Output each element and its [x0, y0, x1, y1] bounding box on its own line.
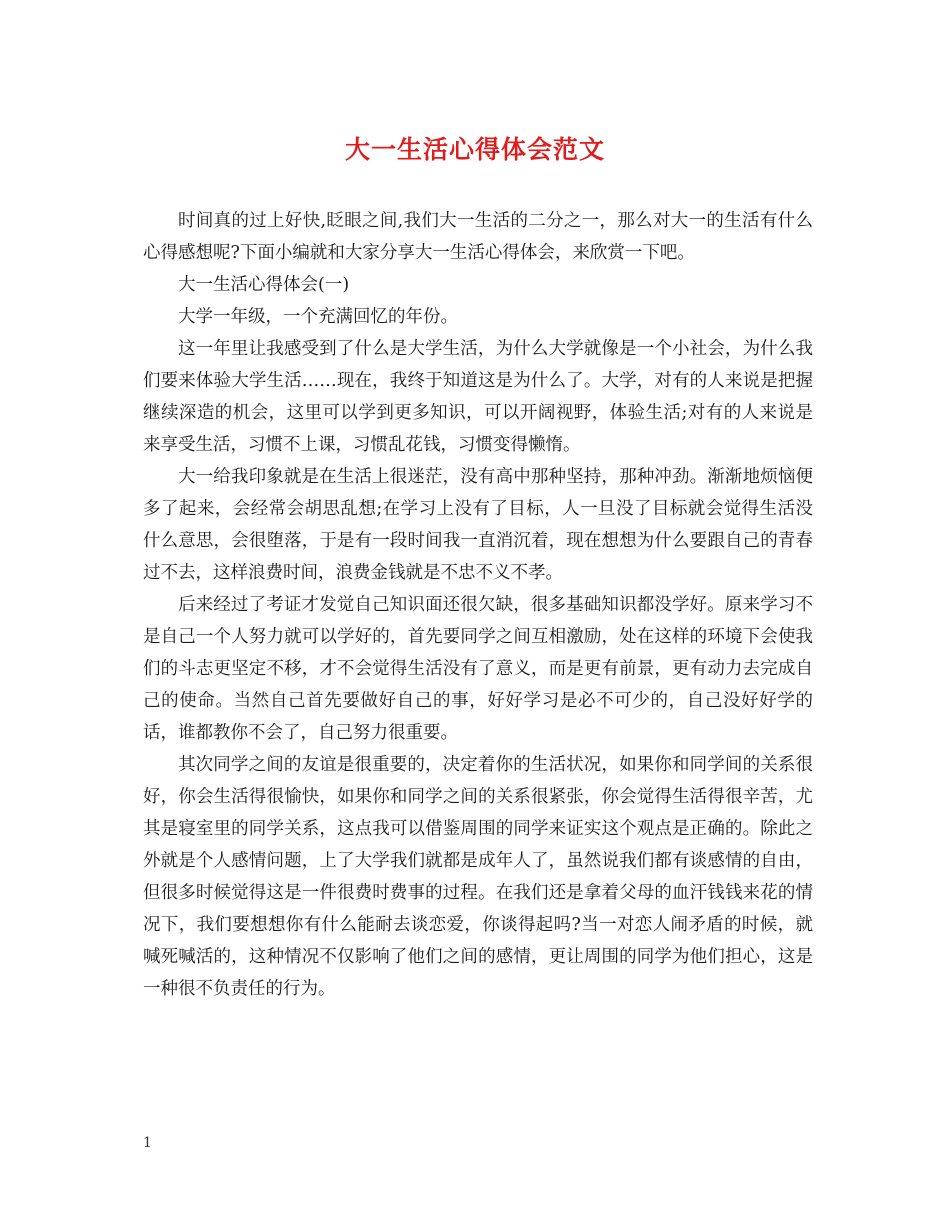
paragraph: 其次同学之间的友谊是很重要的，决定着你的生活状况，如果你和同学间的关系很好，你会生活得很愉快，如果你和同学之间的关系很紧张，你会觉得生活得很辛苦，尤其是寝室里的同学关系，这点我可以借鉴周围的同学来证实这个观点是正确的。除此之外就是个人感情问题，上了大学我们就都是成年人了，虽然说我们都有谈感情的自由，但很多时候觉得这是一件很费时费事的过程。在我们还是拿着父母的血汗钱钱来花的情况下，我们要想想你有什么能耐去谈恋爱，你谈得起吗?当一对恋人闹矛盾的时候，就喊死喊活的，这种情况不仅影响了他们之间的感情，更让周围的同学为他们担心，这是一种很不负责任的行为。 [143, 755, 813, 999]
paragraph: 大学一年级，一个充满回忆的年份。 [178, 307, 458, 327]
paragraph-intro: 时间真的过上好快,眨眼之间,我们大一生活的二分之一，那么对大一的生活有什么心得感想呢?下面小编就和大家分享大一生活心得体会，来欣赏一下吧。 [143, 211, 813, 263]
paragraph: 这一年里让我感受到了什么是大学生活，为什么大学就像是一个小社会，为什么我们要来体验大学生活……现在，我终于知道这是为什么了。大学，对有的人来说是把握继续深造的机会，这里可以学到更多知识，可以开阔视野，体验生活;对有的人来说是来享受生活，习惯不上课，习惯乱花钱，习惯变得懒惰。 [143, 339, 813, 455]
page-number: 1 [143, 1135, 152, 1151]
paragraph: 后来经过了考证才发觉自己知识面还很欠缺，很多基础知识都没学好。原来学习不是自己一个人努力就可以学好的，首先要同学之间互相激励，处在这样的环境下会使我们的斗志更坚定不移，才不会觉得生活没有了意义，而是更有前景，更有动力去完成自己的使命。当然自己首先要做好自己的事，好好学习是必不可少的，自己没好好学的话，谁都教你不会了，自己努力很重要。 [143, 595, 813, 743]
section-heading: 大一生活心得体会(一) [178, 275, 350, 295]
document-body [143, 205, 813, 1005]
paragraph: 大一给我印象就是在生活上很迷茫，没有高中那种坚持，那种冲劲。渐渐地烦恼便多了起来，会经常会胡思乱想;在学习上没有了目标，人一旦没了目标就会觉得生活没什么意思，会很堕落，于是有一段时间我一直消沉着，现在想想为什么要跟自己的青春过不去，这样浪费时间，浪费金钱就是不忠不义不孝。 [143, 467, 813, 583]
document-title: 大一生活心得体会范文 [344, 135, 605, 164]
